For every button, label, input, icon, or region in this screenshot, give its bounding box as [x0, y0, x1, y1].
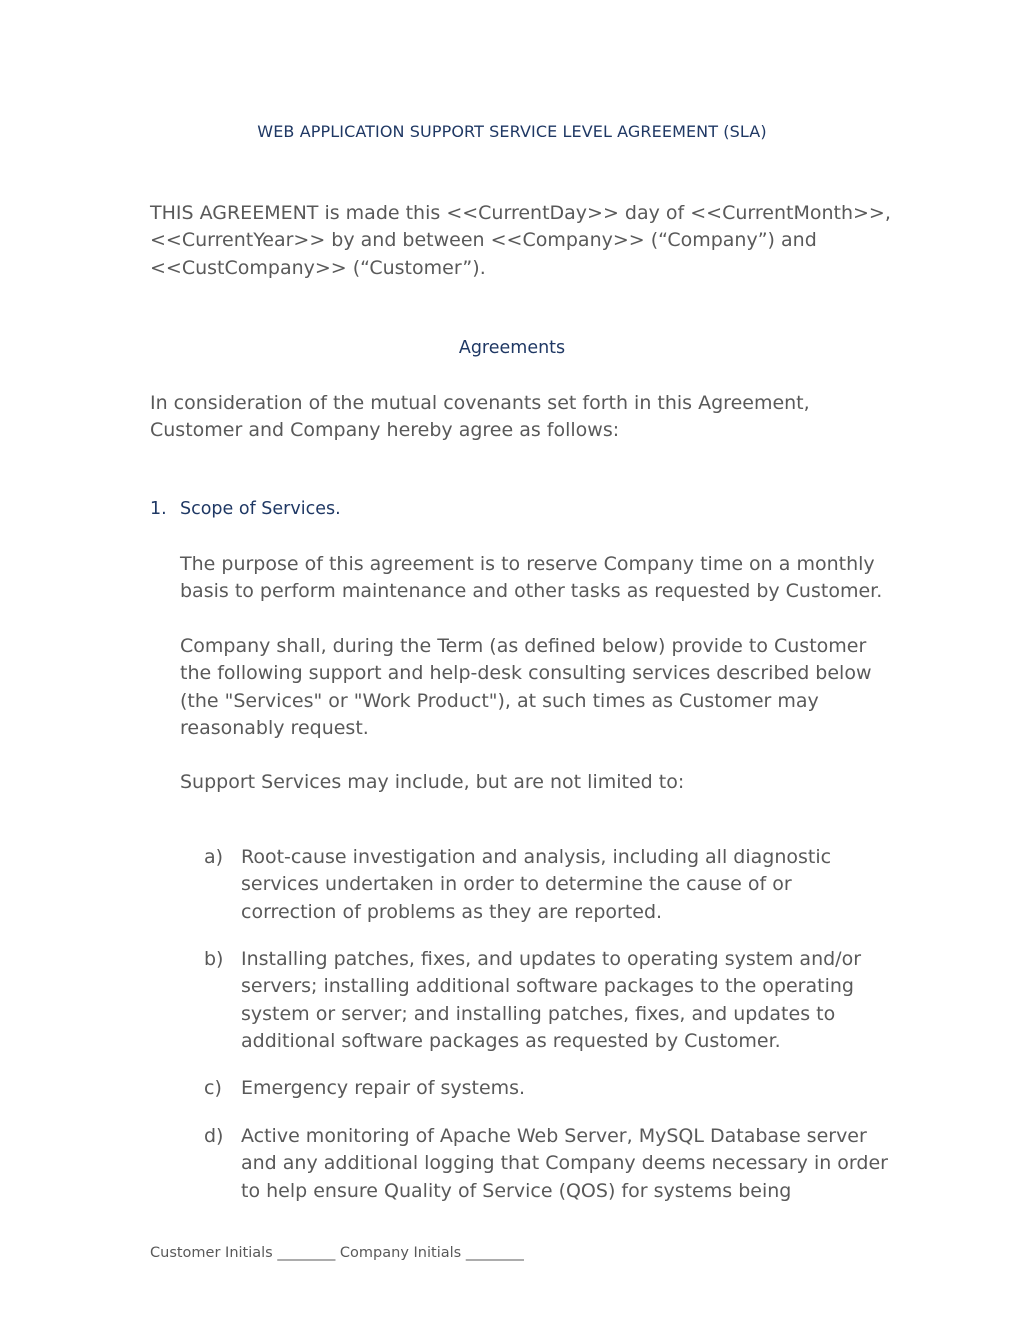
intro-line: <<CustCompany>> (“Customer”).	[150, 256, 486, 279]
consideration-line: In consideration of the mutual covenants set forth in this Agreement,	[150, 392, 810, 414]
list-item-body	[241, 1123, 888, 1205]
initials-footer: Customer Initials ________ Company Initials ________	[150, 1245, 524, 1261]
purpose-line: basis to perform maintenance and other tasks as requested by Customer.	[180, 580, 883, 603]
list-item-line: to help ensure Quality of Service (QOS) for systems being	[241, 1179, 792, 1202]
intro-line: <<CurrentYear>> by and between <<Company>> (“Company”) and	[150, 229, 817, 252]
list-item-body	[241, 1075, 881, 1102]
intro-line: THIS AGREEMENT is made this <<CurrentDay>> day of <<CurrentMonth>>,	[150, 202, 891, 224]
services-line: reasonably request.	[180, 717, 369, 740]
list-item-line: Root-cause investigation and analysis, including all diagnostic	[241, 846, 832, 868]
list-marker: d)	[204, 1125, 224, 1147]
purpose-paragraph	[180, 551, 882, 606]
list-item-line: correction of problems as they are reported.	[241, 900, 663, 923]
section-1-title: Scope of Services.	[180, 499, 341, 519]
list-item-line: system or server; and installing patches, fixes, and updates to	[241, 1002, 836, 1025]
services-line: the following support and help-desk consulting services described below	[180, 662, 872, 685]
list-item-line: and any additional logging that Company deems necessary in order	[241, 1152, 888, 1175]
list-item-line: Emergency repair of systems.	[241, 1077, 526, 1099]
list-item-body	[241, 946, 881, 1056]
list-item-line: Active monitoring of Apache Web Server, MySQL Database server	[241, 1125, 867, 1147]
intro-paragraph	[150, 200, 891, 282]
list-item-line: servers; installing additional software packages to the operating	[241, 975, 854, 998]
section-1-heading	[150, 499, 341, 519]
list-marker: b)	[204, 948, 224, 970]
consideration-paragraph	[150, 390, 810, 445]
section-heading-agreements: Agreements	[458, 338, 566, 358]
list-marker: c)	[204, 1077, 222, 1099]
document-title: WEB APPLICATION SUPPORT SERVICE LEVEL AGREEMENT (SLA)	[257, 122, 767, 141]
services-line: Company shall, during the Term (as defined below) provide to Customer	[180, 635, 867, 657]
list-item-line: Installing patches, fixes, and updates to operating system and/or	[241, 948, 862, 970]
list-marker: a)	[204, 846, 224, 868]
services-line: (the "Services" or "Work Product"), at such times as Customer may	[180, 689, 819, 712]
consideration-line: Customer and Company hereby agree as follows:	[150, 419, 620, 442]
section-1-number: 1.	[150, 499, 167, 519]
list-item-body	[241, 844, 881, 926]
list-item-line: services undertaken in order to determine the cause of or	[241, 873, 792, 896]
services-paragraph	[180, 633, 872, 743]
purpose-line: The purpose of this agreement is to reserve Company time on a monthly	[180, 553, 875, 575]
list-item-line: additional software packages as requested by Customer.	[241, 1030, 781, 1053]
support-intro: Support Services may include, but are not limited to:	[180, 771, 685, 793]
